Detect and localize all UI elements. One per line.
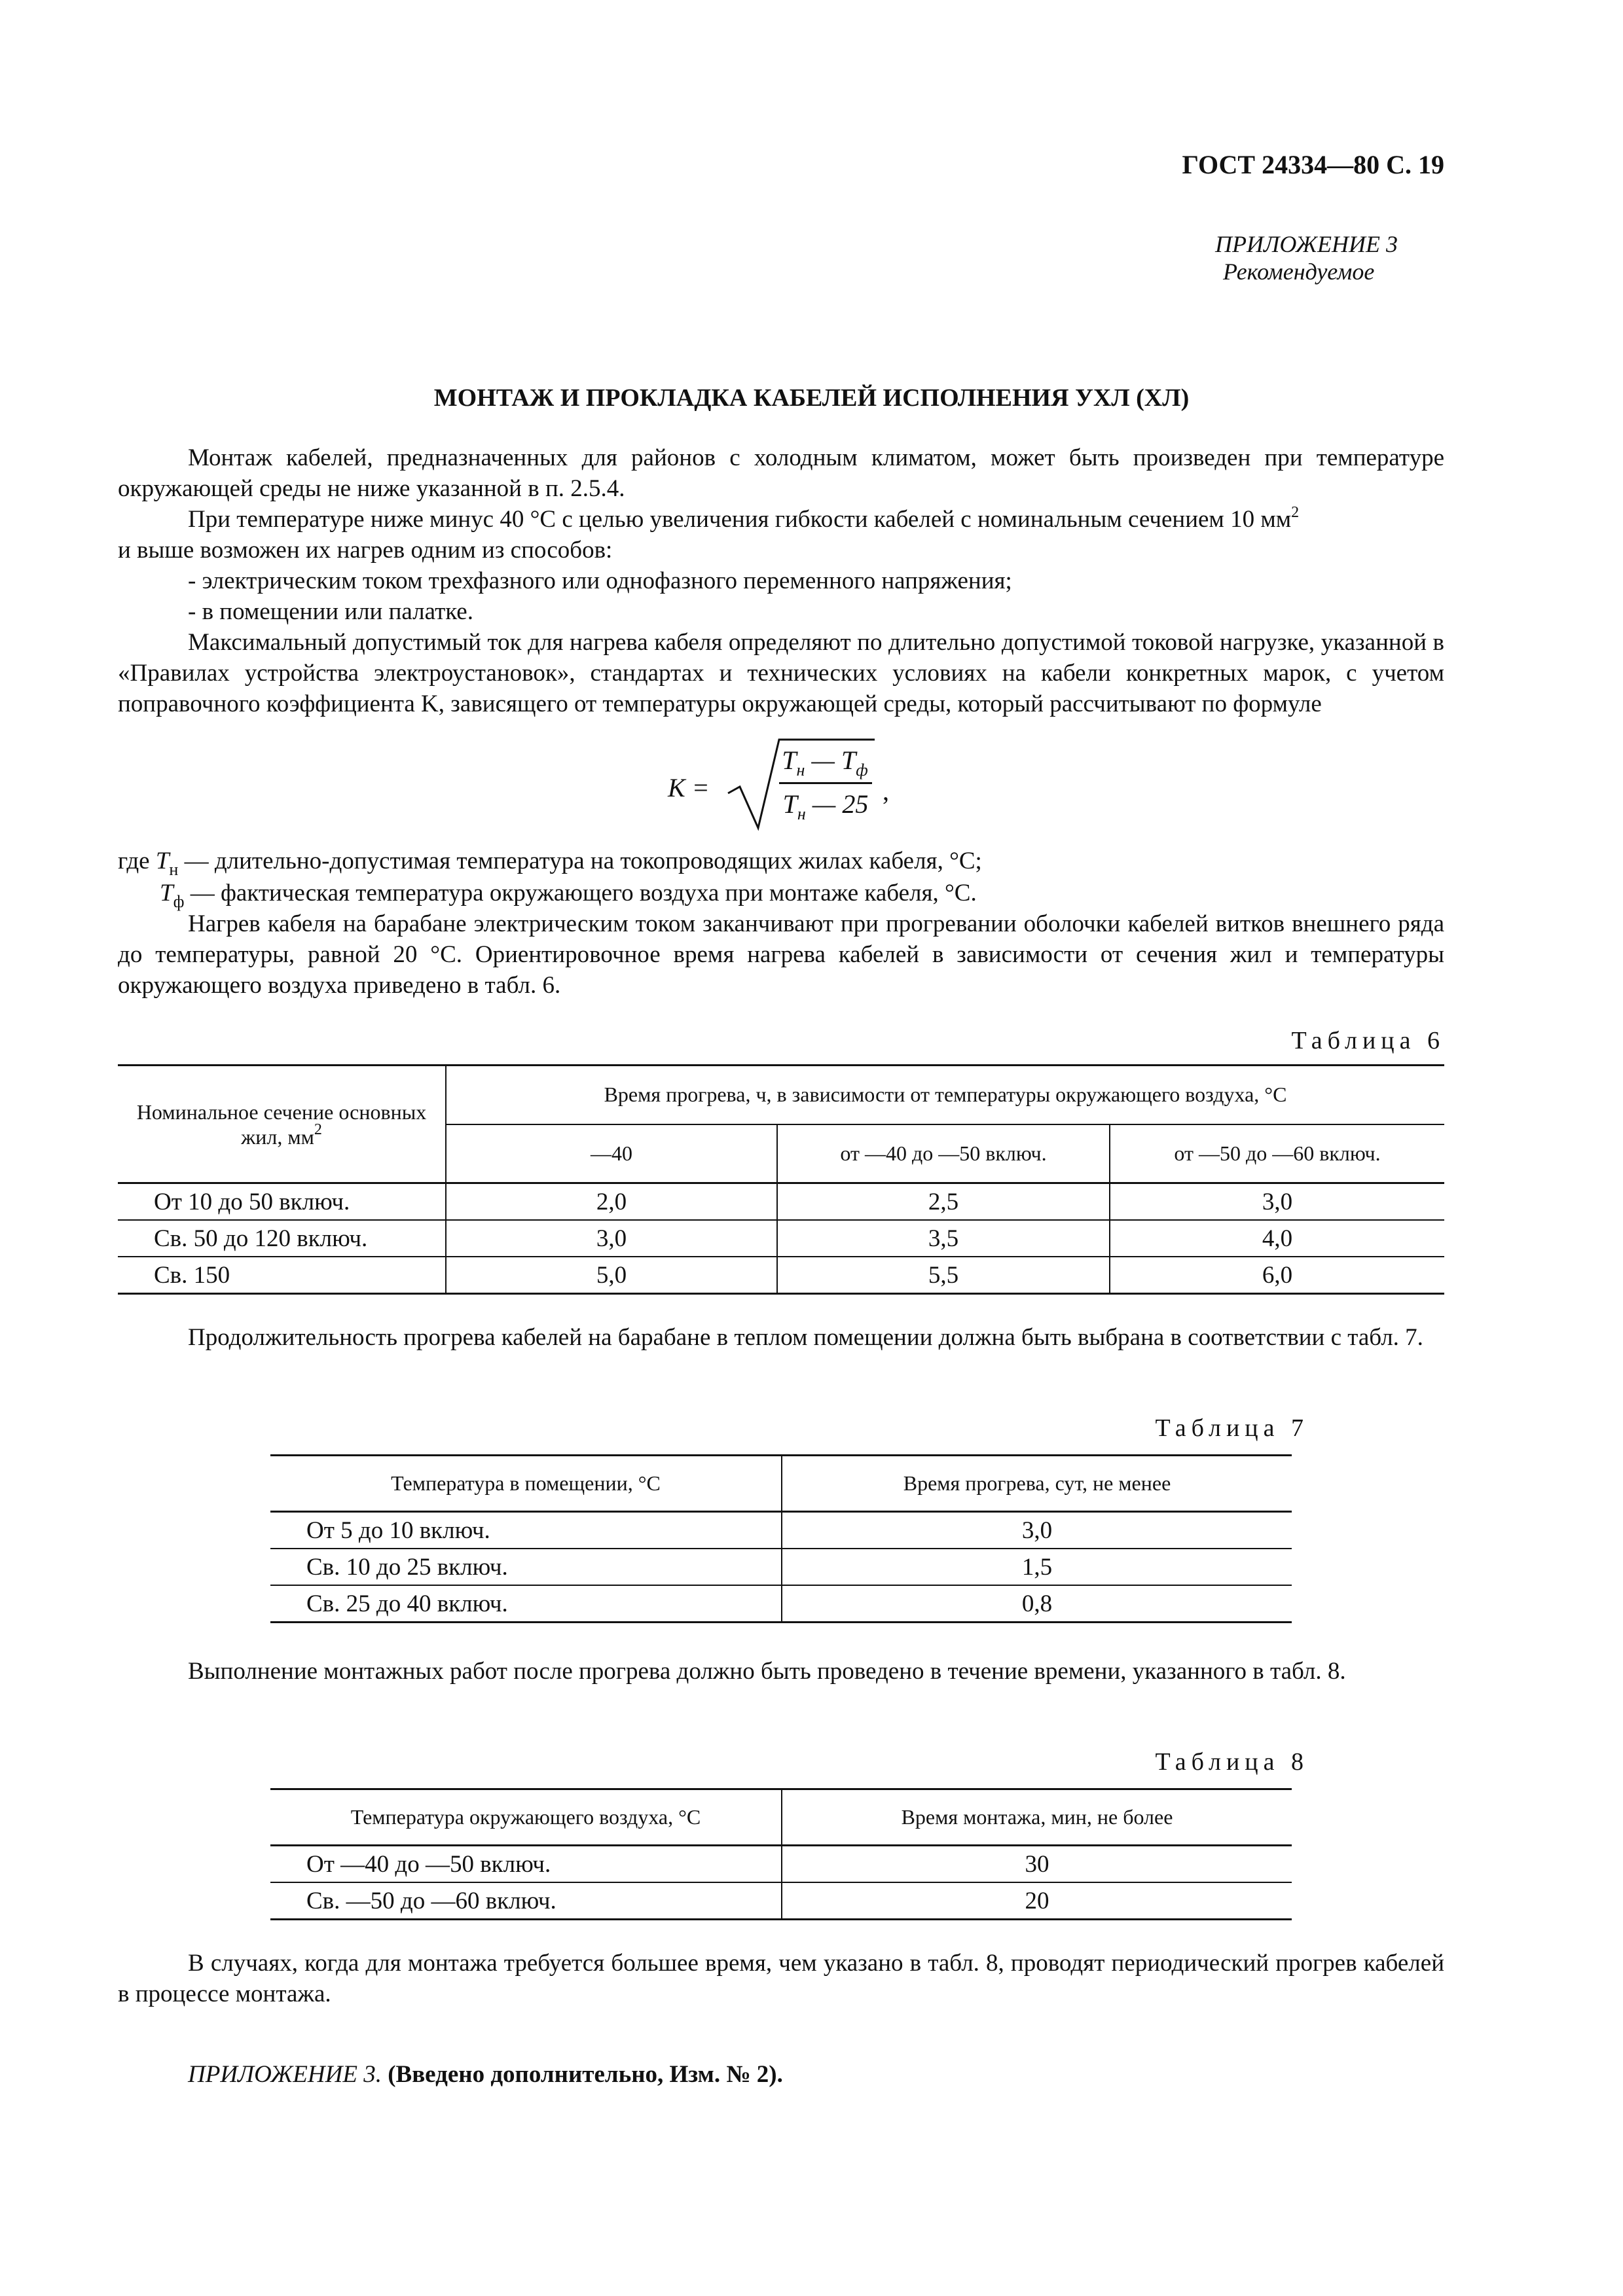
table-6-header-group: Время прогрева, ч, в зависимости от температуры окружающего воздуха, °С	[446, 1066, 1444, 1124]
paragraph-3: Максимальный допустимый ток для нагрева кабеля определяют по длительно допустимой токовой нагрузке, указанной в «Правилах устройства электроустановок», стандартах и технических условиях на кабели конкретных марок, с учетом поправочного коэффициента K, зависящего от температуры окружающей среды, который рассчитывают по формуле	[118, 629, 1444, 717]
table-7-header: Время прогрева, сут, не менее	[782, 1456, 1292, 1512]
amendment-note-label: ПРИЛОЖЕНИЕ 3.	[188, 2061, 382, 2088]
table-6-subheader: от —50 до —60 включ.	[1110, 1124, 1444, 1183]
table-row: Св. 25 до 40 включ. 0,8	[270, 1585, 1292, 1623]
paragraph-4: Нагрев кабеля на барабане электрическим током заканчивают при прогревании оболочки кабелей витков внешнего ряда до температуры, равной 20 °С. Ориентировочное время нагрева кабелей в зависимости от сечения жил и температуры окружающего воздуха приведено в табл. 6.	[118, 910, 1444, 999]
table-6-header-section: Номинальное сечение основных жил, $мм^2$	[118, 1066, 446, 1183]
list-item: - электрическим током трехфазного или однофазного переменного напряжения;	[188, 567, 1012, 594]
table-row: От 10 до 50 включ. 2,0 2,5 3,0	[118, 1183, 1444, 1221]
table-6-subheader: —40	[446, 1124, 777, 1183]
table-8-header: Время монтажа, мин, не более	[782, 1789, 1292, 1846]
paragraph-1: Монтаж кабелей, предназначенных для районов с холодным климатом, может быть произведен при температуре окружающей среды не ниже указанной в п. 2.5.4.	[118, 444, 1444, 502]
list-item: - в помещении или палатке.	[188, 598, 473, 625]
table-6-subheader: от —40 до —50 включ.	[777, 1124, 1110, 1183]
page-title: МОНТАЖ И ПРОКЛАДКА КАБЕЛЕЙ ИСПОЛНЕНИЯ УХЛ (ХЛ)	[433, 384, 1190, 412]
table-row: Св. 150 5,0 5,5 6,0	[118, 1257, 1444, 1294]
where-line-1: где $T_н$ — длительно-допустимая температура на токопроводящих жилах кабеля, °С;	[118, 848, 982, 879]
appendix-status: Рекомендуемое	[1223, 259, 1375, 285]
paragraph-5: Продолжительность прогрева кабелей на барабане в теплом помещении должна быть выбрана в соответствии с табл. 7.	[188, 1324, 1423, 1351]
table-row: Св. —50 до —60 включ. 20	[270, 1882, 1292, 1920]
paragraph-2	[118, 504, 1444, 535]
table-8	[270, 1788, 1292, 1920]
formula-lhs: K =	[668, 773, 710, 802]
paragraph-2-continuation: и выше возможен их нагрев одним из способов:	[118, 537, 613, 564]
appendix-label: ПРИЛОЖЕНИЕ 3	[1215, 231, 1398, 257]
table-7	[270, 1454, 1292, 1623]
table-row: От 5 до 10 включ. 3,0	[270, 1512, 1292, 1549]
table-7-header: Температура в помещении, °С	[270, 1456, 782, 1512]
formula-comma: ,	[883, 776, 889, 806]
table-8-caption: Таблица 8	[1155, 1748, 1309, 1776]
table-7-caption: Таблица 7	[1155, 1414, 1309, 1442]
table-row: Св. 10 до 25 включ. 1,5	[270, 1549, 1292, 1585]
paragraph-6: Выполнение монтажных работ после прогрева должно быть проведено в течение времени, указанного в табл. 8.	[188, 1658, 1346, 1685]
superscript: 2	[1291, 504, 1300, 521]
fraction-bar	[779, 782, 872, 784]
where-line-2: $T_ф$ — фактическая температура окружающего воздуха при монтаже кабеля, °С.	[160, 880, 977, 911]
document-header: ГОСТ 24334—80 С. 19	[1182, 150, 1444, 179]
paragraph-2-text: При температуре ниже минус 40 °С с целью увеличения гибкости кабелей с номинальным сечением 10 мм	[188, 506, 1292, 533]
table-6-caption: Таблица 6	[1291, 1027, 1445, 1054]
table-row: Св. 50 до 120 включ. 3,0 3,5 4,0	[118, 1220, 1444, 1257]
amendment-note	[188, 2060, 783, 2089]
table-6	[118, 1064, 1444, 1295]
table-8-header: Температура окружающего воздуха, °С	[270, 1789, 782, 1846]
formula-numerator: $T_н$ — $T_ф$	[782, 745, 868, 780]
formula-denominator: $T_н$ — 25	[782, 789, 869, 823]
paragraph-7: В случаях, когда для монтажа требуется большее время, чем указано в табл. 8, проводят периодический прогрев кабелей в процессе монтажа.	[118, 1950, 1444, 2007]
amendment-note-text: (Введено дополнительно, Изм. № 2).	[388, 2061, 783, 2088]
table-row: От —40 до —50 включ. 30	[270, 1846, 1292, 1883]
